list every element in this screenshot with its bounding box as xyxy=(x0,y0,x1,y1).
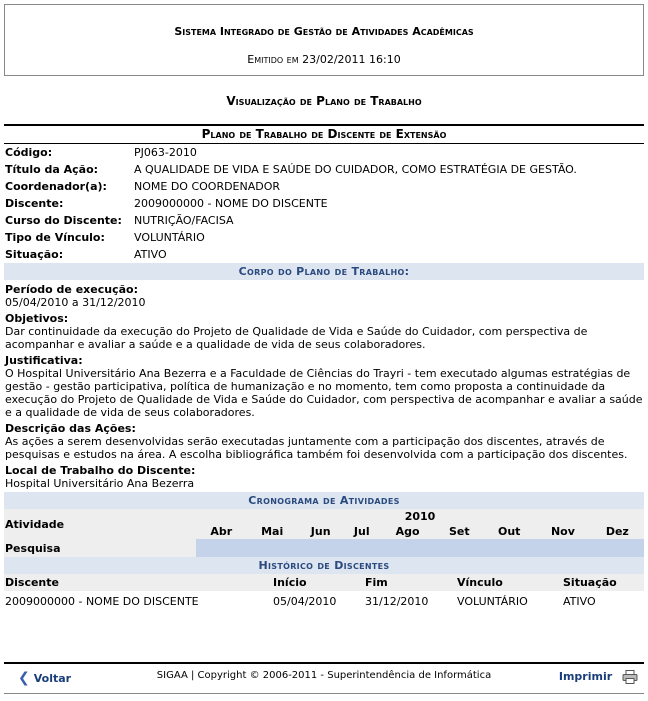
back-label: Voltar xyxy=(33,672,72,685)
field-value: NUTRIÇÃO/FACISA xyxy=(134,214,234,227)
periodo-label: Período de execução: xyxy=(5,283,138,296)
local-value: Hospital Universitário Ana Bezerra xyxy=(5,477,195,490)
section-header-cronograma: Cronograma de Atividades xyxy=(4,492,644,509)
month-header: Dez xyxy=(591,523,644,539)
field-value: VOLUNTÁRIO xyxy=(134,231,205,244)
field-label: Discente: xyxy=(5,197,64,210)
field-value: PJ063-2010 xyxy=(134,146,197,159)
objetivos-value: Dar continuidade da execução do Projeto de Qualidade de Vida e Saúde do Cuidador, com perspectiva de acompanhar e avaliar a saúde e a qualidade de vida de seus colaboradores. xyxy=(5,325,588,351)
field-label: Tipo de Vínculo: xyxy=(5,231,105,244)
field-row-coordenador xyxy=(4,178,644,195)
print-label: Imprimir xyxy=(558,670,613,683)
field-label: Situação: xyxy=(5,248,64,261)
history-col-inicio: Início xyxy=(272,574,364,591)
plan-panel xyxy=(4,124,644,611)
activity-month-cell xyxy=(380,539,435,557)
month-header: Jul xyxy=(344,523,380,539)
activity-month-cell xyxy=(591,539,644,557)
field-value: NOME DO COORDENADOR xyxy=(134,180,281,193)
system-title: Sistema Integrado de Gestão de Atividades Acadêmicas xyxy=(174,25,474,38)
report-header xyxy=(4,4,644,76)
descricao-label: Descrição das Ações: xyxy=(5,422,136,435)
history-col-discente: Discente xyxy=(4,574,272,591)
field-label: Código: xyxy=(5,146,53,159)
month-header: Abr xyxy=(196,523,247,539)
footer xyxy=(4,662,644,694)
table-row xyxy=(4,591,644,611)
activity-name: Pesquisa xyxy=(4,539,196,557)
month-header: Jun xyxy=(298,523,344,539)
emitted-date: Emitido em 23/02/2011 16:10 xyxy=(247,53,401,66)
activity-month-cell xyxy=(435,539,483,557)
field-label: Curso do Discente: xyxy=(5,214,122,227)
history-table xyxy=(4,574,644,611)
month-header: Ago xyxy=(380,523,435,539)
field-value: 2009000000 - NOME DO DISCENTE xyxy=(134,197,328,210)
history-col-situacao: Situação xyxy=(562,574,644,591)
month-header: Set xyxy=(435,523,483,539)
section-header-historico: Histórico de Discentes xyxy=(4,557,644,574)
activity-row xyxy=(4,539,644,557)
month-header: Out xyxy=(483,523,535,539)
field-row-situacao xyxy=(4,246,644,263)
field-label: Coordenador(a): xyxy=(5,180,107,193)
field-row-codigo xyxy=(4,144,644,161)
page-title: Visualização de Plano de Trabalho xyxy=(226,94,422,108)
activity-month-cell xyxy=(535,539,590,557)
year-header: 2010 xyxy=(196,509,644,523)
history-inicio: 05/04/2010 xyxy=(273,594,337,608)
section-header-corpo: Corpo do Plano de Trabalho: xyxy=(4,263,644,280)
history-situacao: ATIVO xyxy=(563,594,596,608)
history-col-fim: Fim xyxy=(364,574,456,591)
plan-title: Plano de Trabalho de Discente de Extensão xyxy=(4,126,644,144)
field-row-discente xyxy=(4,195,644,212)
activity-month-cell xyxy=(196,539,247,557)
history-vinculo: VOLUNTÁRIO xyxy=(457,594,528,608)
field-row-curso xyxy=(4,212,644,229)
descricao-value: As ações a serem desenvolvidas serão executadas juntamente com a participação dos discentes, através de pesquisas e estudos na área. A escolha bibliográfica também foi desenvolvida com a participação dos discentes. xyxy=(5,435,628,461)
justificativa-label: Justificativa: xyxy=(5,354,83,367)
chevron-left-icon: ❮ xyxy=(18,670,30,686)
periodo-value: 05/04/2010 a 31/12/2010 xyxy=(5,296,146,309)
activity-column-header: Atividade xyxy=(4,509,196,539)
justificativa-value: O Hospital Universitário Ana Bezerra e a Faculdade de Ciências do Trayri - tem executado algumas estratégias de gestão - gestão participativa, política de humanização e no momento, tem como proposta a continuidade da execução do Projeto de Qualidade de Vida e Saúde do Cuidador, com perspectiva de acompanhar e avaliar a saúde e a qualidade de vida de seus colaboradores. xyxy=(5,367,643,419)
print-button[interactable] xyxy=(559,670,638,684)
field-value: A QUALIDADE DE VIDA E SAÚDE DO CUIDADOR, COMO ESTRATÉGIA DE GESTÃO. xyxy=(134,163,577,176)
history-fim: 31/12/2010 xyxy=(365,594,429,608)
field-label: Título da Ação: xyxy=(5,163,99,176)
history-discente: 2009000000 - NOME DO DISCENTE xyxy=(5,594,199,608)
objetivos-label: Objetivos: xyxy=(5,312,69,325)
field-row-vinculo xyxy=(4,229,644,246)
history-col-vinculo: Vínculo xyxy=(456,574,562,591)
activity-month-cell xyxy=(483,539,535,557)
schedule-table xyxy=(4,509,644,557)
printer-icon xyxy=(622,670,638,684)
activity-month-cell xyxy=(344,539,380,557)
activity-month-cell xyxy=(298,539,344,557)
field-row-titulo xyxy=(4,161,644,178)
local-label: Local de Trabalho do Discente: xyxy=(5,464,196,477)
activity-month-cell xyxy=(247,539,298,557)
copyright-text: SIGAA | Copyright © 2006-2011 - Superintendência de Informática xyxy=(156,670,492,681)
month-header: Mai xyxy=(247,523,298,539)
month-header: Nov xyxy=(535,523,590,539)
field-value: ATIVO xyxy=(134,248,167,261)
